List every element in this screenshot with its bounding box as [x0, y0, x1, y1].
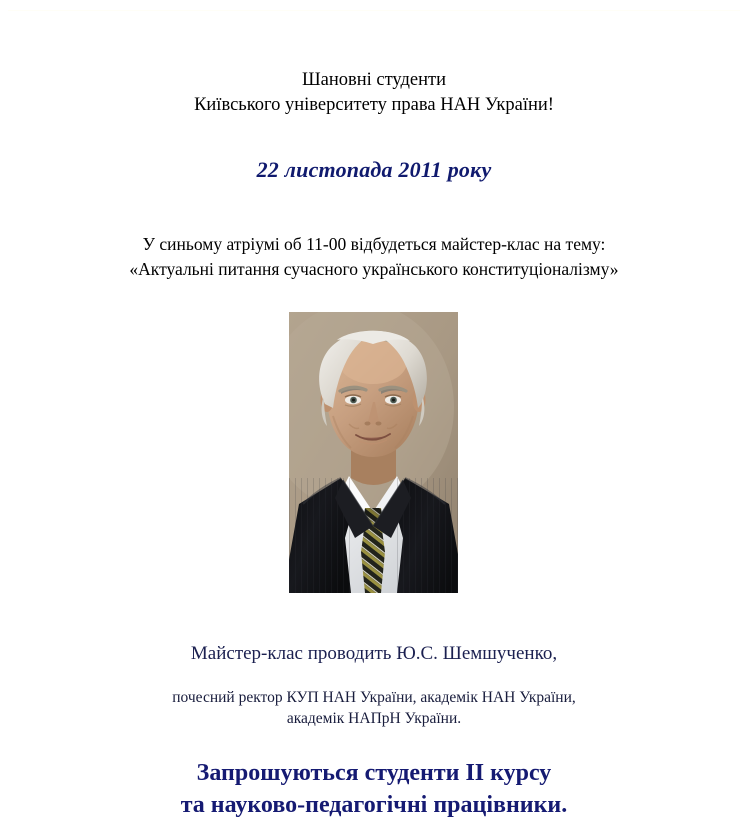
credential-line-2: академік НАПрН України. — [286, 710, 462, 727]
speaker-name: Майстер-клас проводить Ю.С. Шемшученко, — [190, 643, 558, 664]
greeting-line-1: Шановні студенти — [301, 70, 447, 90]
credential-line-1: почесний ректор КУП НАН України, академік НАН України, — [172, 689, 576, 706]
top-divider — [8, 10, 740, 11]
greeting-line-2: Київського університету права НАН України! — [194, 95, 554, 115]
announcement-line-1: У синьому атріумі об 11-00 відбудеться майстер-клас на тему: — [142, 234, 606, 254]
greeting-heading — [0, 68, 748, 118]
invitation-line-1: Запрошуються студенти II курсу — [196, 760, 552, 786]
speaker-credentials — [0, 687, 748, 729]
invitation-text — [0, 757, 748, 820]
speaker-portrait-photo — [289, 312, 458, 593]
announcement-line-2: «Актуальні питання сучасного українського конституціоналізму» — [129, 259, 619, 279]
invitation-line-2: та науково-педагогічні працівники. — [180, 792, 568, 818]
announcement-text — [0, 232, 748, 282]
event-date: 22 листопада 2011 року — [256, 157, 492, 182]
portrait-illustration — [289, 312, 458, 593]
